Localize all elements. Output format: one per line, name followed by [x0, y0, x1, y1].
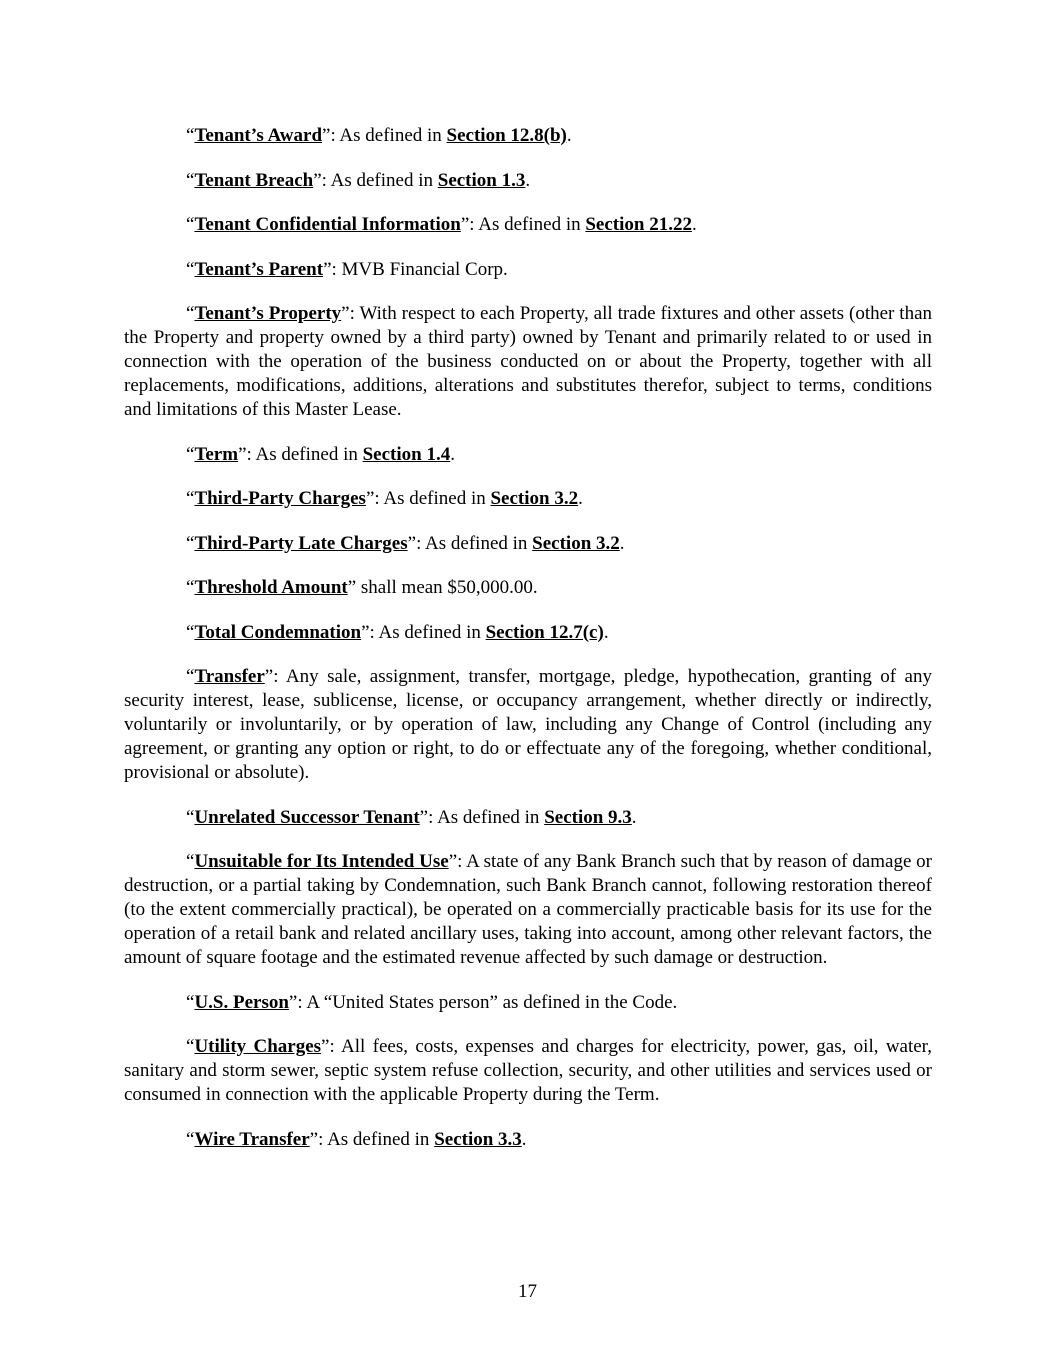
- definition-unrelated-successor-tenant: “Unrelated Successor Tenant”: As defined in Section 9.3.: [186, 806, 637, 828]
- definition-text: ”: As defined in: [309, 1128, 435, 1150]
- definition-tenant-confidential-information: “Tenant Confidential Information”: As defined in Section 21.22.: [186, 214, 697, 235]
- section-reference: Section 1.3: [437, 169, 526, 191]
- definition-us-person: “U.S. Person”: A “United States person” as defined in the Code.: [186, 991, 678, 1013]
- definition-tenant-breach: “Tenant Breach”: As defined in Section 1.3.: [186, 169, 531, 191]
- definition-text: ”: As defined in: [313, 169, 438, 191]
- definition-text: ”: As defined in: [407, 532, 533, 554]
- section-reference: Section 12.8(b): [446, 125, 567, 146]
- definition-text: ”: Any sale, assignment, transfer, mortgage, pledge, hypothecation, granting of any security interest, lease, sublicense, license, or occupancy arrangement, whether directly or indirectly, voluntarily or involuntarily, or by operation of law, including any Change of Control (including any agreement, or granting any option or right, to do or effectuate any of the foregoing, whether conditional, provisional or absolute).: [124, 666, 932, 783]
- definition-text: ”: As defined in: [361, 621, 486, 643]
- defined-term: Tenant Confidential Information: [194, 214, 461, 235]
- defined-term: Total Condemnation: [194, 621, 362, 643]
- definition-tail: .: [521, 1128, 527, 1150]
- definition-text: ”: As defined in: [365, 488, 491, 509]
- definition-text: ”: A state of any Bank Branch such that by reason of damage or destruction, or a partial taking by Condemnation, such Bank Branch cannot, following restoration thereof (to the extent commercially practical), be operated on a commercially practicable basis for its use for the operation of a retail bank and related ancillary uses, taking into account, among other relevant factors, the amount of square footage and the estimated revenue affected by such damage or destruction.: [124, 851, 932, 968]
- definition-tail: .: [603, 621, 609, 643]
- definition-transfer: “Transfer”: Any sale, assignment, transfer, mortgage, pledge, hypothecation, granting of any security interest, lease, sublicense, license, or occupancy arrangement, whether directly or indirectly, voluntarily or involuntarily, or by operation of law, including any Change of Control (including any agreement, or granting any option or right, to do or effectuate any of the foregoing, whether conditional, provisional or absolute).: [124, 666, 932, 783]
- definition-text: ”: With respect to each Property, all trade fixtures and other assets (other than the Property and property owned by a third party) owned by Tenant and primarily related to or used in connection with the operation of the business conducted on or about the Property, together with all replacements, modifications, additions, alterations and substitutes therefor, subject to terms, conditions and limitations of this Master Lease.: [124, 303, 933, 420]
- definition-text: ”: As defined in: [419, 806, 545, 828]
- definition-text: ”: As defined in: [460, 214, 586, 235]
- page-number: 17: [518, 1281, 537, 1302]
- defined-term: Tenant’s Award: [194, 125, 323, 146]
- definition-tail: .: [691, 214, 697, 235]
- definition-third-party-late-charges: “Third-Party Late Charges”: As defined in Section 3.2.: [186, 532, 625, 554]
- definition-text: ”: MVB Financial Corp.: [323, 258, 508, 280]
- definition-term: “Term”: As defined in Section 1.4.: [186, 443, 455, 465]
- definition-tail: .: [578, 488, 583, 509]
- defined-term: Wire Transfer: [194, 1128, 310, 1150]
- section-reference: Section 1.4: [362, 443, 451, 465]
- definition-tail: .: [450, 443, 455, 465]
- definition-utility-charges: “Utility Charges”: All fees, costs, expenses and charges for electricity, power, gas, oil, water, sanitary and storm sewer, septic system refuse collection, security, and other utilities and services used or consumed in connection with the applicable Property during the Term.: [124, 1036, 933, 1105]
- definition-tail: .: [566, 125, 572, 146]
- section-reference: Section 3.2: [532, 532, 620, 554]
- section-reference: Section 3.3: [434, 1128, 522, 1150]
- defined-term: Unsuitable for Its Intended Use: [194, 851, 449, 872]
- defined-term: Third-Party Late Charges: [194, 532, 408, 554]
- defined-term: U.S. Person: [194, 991, 289, 1013]
- section-reference: Section 9.3: [544, 806, 632, 828]
- definition-tail: .: [525, 169, 531, 191]
- definition-text: ”: As defined in: [238, 443, 363, 465]
- definition-text: ” shall mean $50,000.00.: [347, 577, 538, 598]
- defined-term: Tenant Breach: [194, 169, 314, 191]
- section-reference: Section 21.22: [585, 214, 692, 235]
- definition-tenants-property: “Tenant’s Property”: With respect to each Property, all trade fixtures and other assets (other than the Property and property owned by a third party) owned by Tenant and primarily related to or used in connection with the operation of the business conducted on or about the Property, together with all replacements, modifications, additions, alterations and substitutes therefor, subject to terms, conditions and limitations of this Master Lease.: [124, 303, 933, 420]
- defined-term: Tenant’s Parent: [194, 258, 324, 280]
- definition-tail: .: [631, 806, 637, 828]
- definition-text: ”: All fees, costs, expenses and charges for electricity, power, gas, oil, water, sanitary and storm sewer, septic system refuse collection, security, and other utilities and services used or consumed in connection with the applicable Property during the Term.: [124, 1036, 933, 1105]
- defined-term: Threshold Amount: [194, 577, 348, 598]
- defined-term: Third-Party Charges: [194, 488, 366, 509]
- defined-term: Tenant’s Property: [194, 303, 342, 324]
- defined-term: Utility Charges: [194, 1036, 322, 1057]
- definition-tenants-award: “Tenant’s Award”: As defined in Section 12.8(b).: [186, 125, 572, 146]
- defined-term: Unrelated Successor Tenant: [194, 806, 420, 828]
- definition-total-condemnation: “Total Condemnation”: As defined in Section 12.7(c).: [186, 621, 609, 643]
- section-reference: Section 12.7(c): [485, 621, 604, 643]
- defined-term: Transfer: [194, 666, 265, 687]
- definition-text: ”: A “United States person” as defined in the Code.: [288, 991, 678, 1013]
- section-reference: Section 3.2: [490, 488, 579, 509]
- defined-term: Term: [194, 443, 239, 465]
- definition-threshold-amount: “Threshold Amount” shall mean $50,000.00.: [186, 577, 538, 598]
- definitions-list: [124, 124, 932, 1172]
- definition-text: ”: As defined in: [322, 125, 447, 146]
- definition-unsuitable-for-intended-use: “Unsuitable for Its Intended Use”: A state of any Bank Branch such that by reason of damage or destruction, or a partial taking by Condemnation, such Bank Branch cannot, following restoration thereof (to the extent commercially practical), be operated on a commercially practicable basis for its use for the operation of a retail bank and related ancillary uses, taking into account, among other relevant factors, the amount of square footage and the estimated revenue affected by such damage or destruction.: [124, 851, 932, 968]
- definition-tail: .: [619, 532, 625, 554]
- definition-tenants-parent: “Tenant’s Parent”: MVB Financial Corp.: [186, 258, 508, 280]
- definition-wire-transfer: “Wire Transfer”: As defined in Section 3.3.: [186, 1128, 527, 1150]
- definition-third-party-charges: “Third-Party Charges”: As defined in Section 3.2.: [186, 488, 583, 509]
